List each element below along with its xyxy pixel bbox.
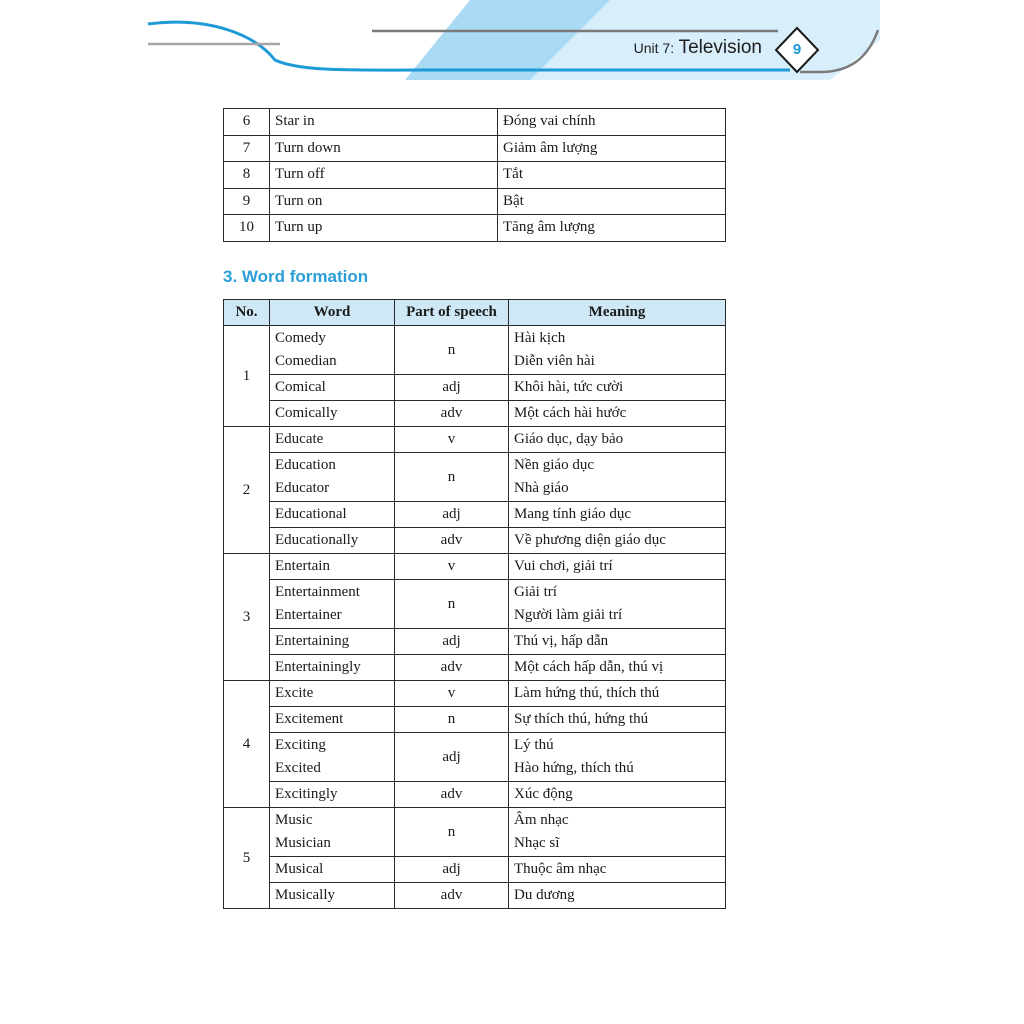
part-of-speech: adj [395,857,509,883]
word: Entertain [275,558,330,574]
row-number: 8 [224,162,270,189]
word-cell [270,629,395,655]
meaning: Thuộc âm nhạc [514,861,607,877]
meaning-cell [509,655,726,681]
phrasal-verb: Turn up [270,215,498,242]
group-number: 1 [224,326,270,427]
part-of-speech: n [395,580,509,629]
word: Excite [275,685,314,701]
word-cell [270,401,395,427]
phrasal-meaning: Giảm âm lượng [498,135,726,162]
word: Educationally [275,532,359,548]
table-row [224,326,726,375]
table-row [224,883,726,909]
meaning-cell [509,733,726,782]
table-row [224,629,726,655]
word: Entertainment [275,584,360,600]
word: Exciting [275,737,326,753]
meaning: Khôi hài, tức cười [514,379,624,395]
word-cell [270,857,395,883]
word-cell [270,326,395,375]
meaning-cell [509,707,726,733]
word: Comedian [275,353,337,369]
word-cell [270,502,395,528]
meaning-cell [509,883,726,909]
table-row [224,401,726,427]
table-row [224,453,726,502]
word: Excitingly [275,786,338,802]
word-cell [270,427,395,453]
phrasal-verbs-table [223,108,726,242]
meaning-cell [509,808,726,857]
meaning: Làm hứng thú, thích thú [514,685,660,701]
word: Excitement [275,711,344,727]
group-number: 3 [224,554,270,681]
phrasal-verb: Turn down [270,135,498,162]
word-cell [270,453,395,502]
meaning: Hài kịch [514,330,566,346]
phrasal-verb: Star in [270,109,498,136]
meaning: Nhà giáo [514,480,569,496]
phrasal-meaning: Bật [498,188,726,215]
part-of-speech: adv [395,528,509,554]
part-of-speech: v [395,554,509,580]
phrasal-meaning: Tăng âm lượng [498,215,726,242]
word: Musician [275,835,331,851]
meaning-cell [509,453,726,502]
meaning: Nhạc sĩ [514,835,560,851]
header-decoration [0,0,1024,90]
word-cell [270,554,395,580]
table-row [224,528,726,554]
word: Musically [275,887,335,903]
meaning-cell [509,782,726,808]
meaning: Hào hứng, thích thú [514,760,634,776]
meaning: Giáo dục, dạy bảo [514,431,624,447]
table-row [224,857,726,883]
unit-name: Television [678,37,762,58]
meaning-cell [509,528,726,554]
phrasal-meaning: Đóng vai chính [498,109,726,136]
unit-title [634,38,762,57]
meaning: Sự thích thú, hứng thú [514,711,649,727]
word: Educational [275,506,347,522]
table-row [224,580,726,629]
word-cell [270,883,395,909]
phrasal-meaning: Tắt [498,162,726,189]
part-of-speech: adv [395,782,509,808]
column-header-word: Word [270,300,395,326]
meaning: Mang tính giáo dục [514,506,632,522]
word: Music [275,812,313,828]
part-of-speech: adv [395,655,509,681]
meaning: Một cách hấp dẫn, thú vị [514,659,664,675]
meaning: Xúc động [514,786,573,802]
word: Comical [275,379,326,395]
table-row [224,554,726,580]
table-row [224,707,726,733]
part-of-speech: adv [395,401,509,427]
meaning: Nền giáo dục [514,457,594,473]
group-number: 5 [224,808,270,909]
word: Entertainingly [275,659,361,675]
part-of-speech: n [395,808,509,857]
word: Excited [275,760,321,776]
unit-label: Unit 7: [633,40,675,56]
column-header-part-of-speech: Part of speech [395,300,509,326]
group-number: 2 [224,427,270,554]
word: Educator [275,480,330,496]
word-formation-heading: 3. Word formation [223,267,369,286]
word-cell [270,580,395,629]
row-number: 6 [224,109,270,136]
word: Entertainer [275,607,342,623]
part-of-speech: v [395,427,509,453]
word-cell [270,707,395,733]
phrasal-verb: Turn off [270,162,498,189]
column-header-no: No. [224,300,270,326]
word-cell [270,733,395,782]
part-of-speech: adj [395,733,509,782]
table-row [224,215,726,242]
meaning: Du dương [514,887,575,903]
table-row [224,109,726,136]
word: Educate [275,431,324,447]
part-of-speech: adj [395,502,509,528]
word-cell [270,782,395,808]
table-row [224,655,726,681]
row-number: 9 [224,188,270,215]
meaning-cell [509,427,726,453]
meaning: Giải trí [514,584,557,600]
meaning: Diễn viên hài [514,353,595,369]
meaning: Về phương diện giáo dục [514,532,666,548]
word: Comedy [275,330,326,346]
column-header-meaning: Meaning [509,300,726,326]
meaning: Lý thú [514,737,554,753]
meaning-cell [509,580,726,629]
word-cell [270,655,395,681]
table-row [224,162,726,189]
word-cell [270,375,395,401]
row-number: 7 [224,135,270,162]
meaning-cell [509,502,726,528]
word: Education [275,457,336,473]
part-of-speech: adj [395,375,509,401]
meaning-cell [509,326,726,375]
word: Musical [275,861,324,877]
part-of-speech: n [395,326,509,375]
word: Entertaining [275,633,350,649]
table-row [224,681,726,707]
meaning: Âm nhạc [514,812,569,828]
table-row [224,135,726,162]
word-cell [270,528,395,554]
meaning-cell [509,554,726,580]
part-of-speech: adv [395,883,509,909]
table-row [224,427,726,453]
meaning: Thú vị, hấp dẫn [514,633,609,649]
table-row [224,733,726,782]
meaning: Vui chơi, giải trí [514,558,613,574]
table-row [224,502,726,528]
phrasal-verb: Turn on [270,188,498,215]
word: Comically [275,405,338,421]
table-row [224,808,726,857]
table-header-row [224,300,726,326]
table-row [224,782,726,808]
meaning-cell [509,401,726,427]
part-of-speech: n [395,453,509,502]
table-row [224,188,726,215]
meaning-cell [509,681,726,707]
group-number: 4 [224,681,270,808]
page-number: 9 [792,41,802,58]
row-number: 10 [224,215,270,242]
meaning-cell [509,375,726,401]
meaning-cell [509,629,726,655]
meaning-cell [509,857,726,883]
word-cell [270,681,395,707]
part-of-speech: adj [395,629,509,655]
table-row [224,375,726,401]
word-cell [270,808,395,857]
word-formation-table [223,299,726,909]
part-of-speech: v [395,681,509,707]
meaning: Người làm giải trí [514,607,623,623]
part-of-speech: n [395,707,509,733]
meaning: Một cách hài hước [514,405,627,421]
